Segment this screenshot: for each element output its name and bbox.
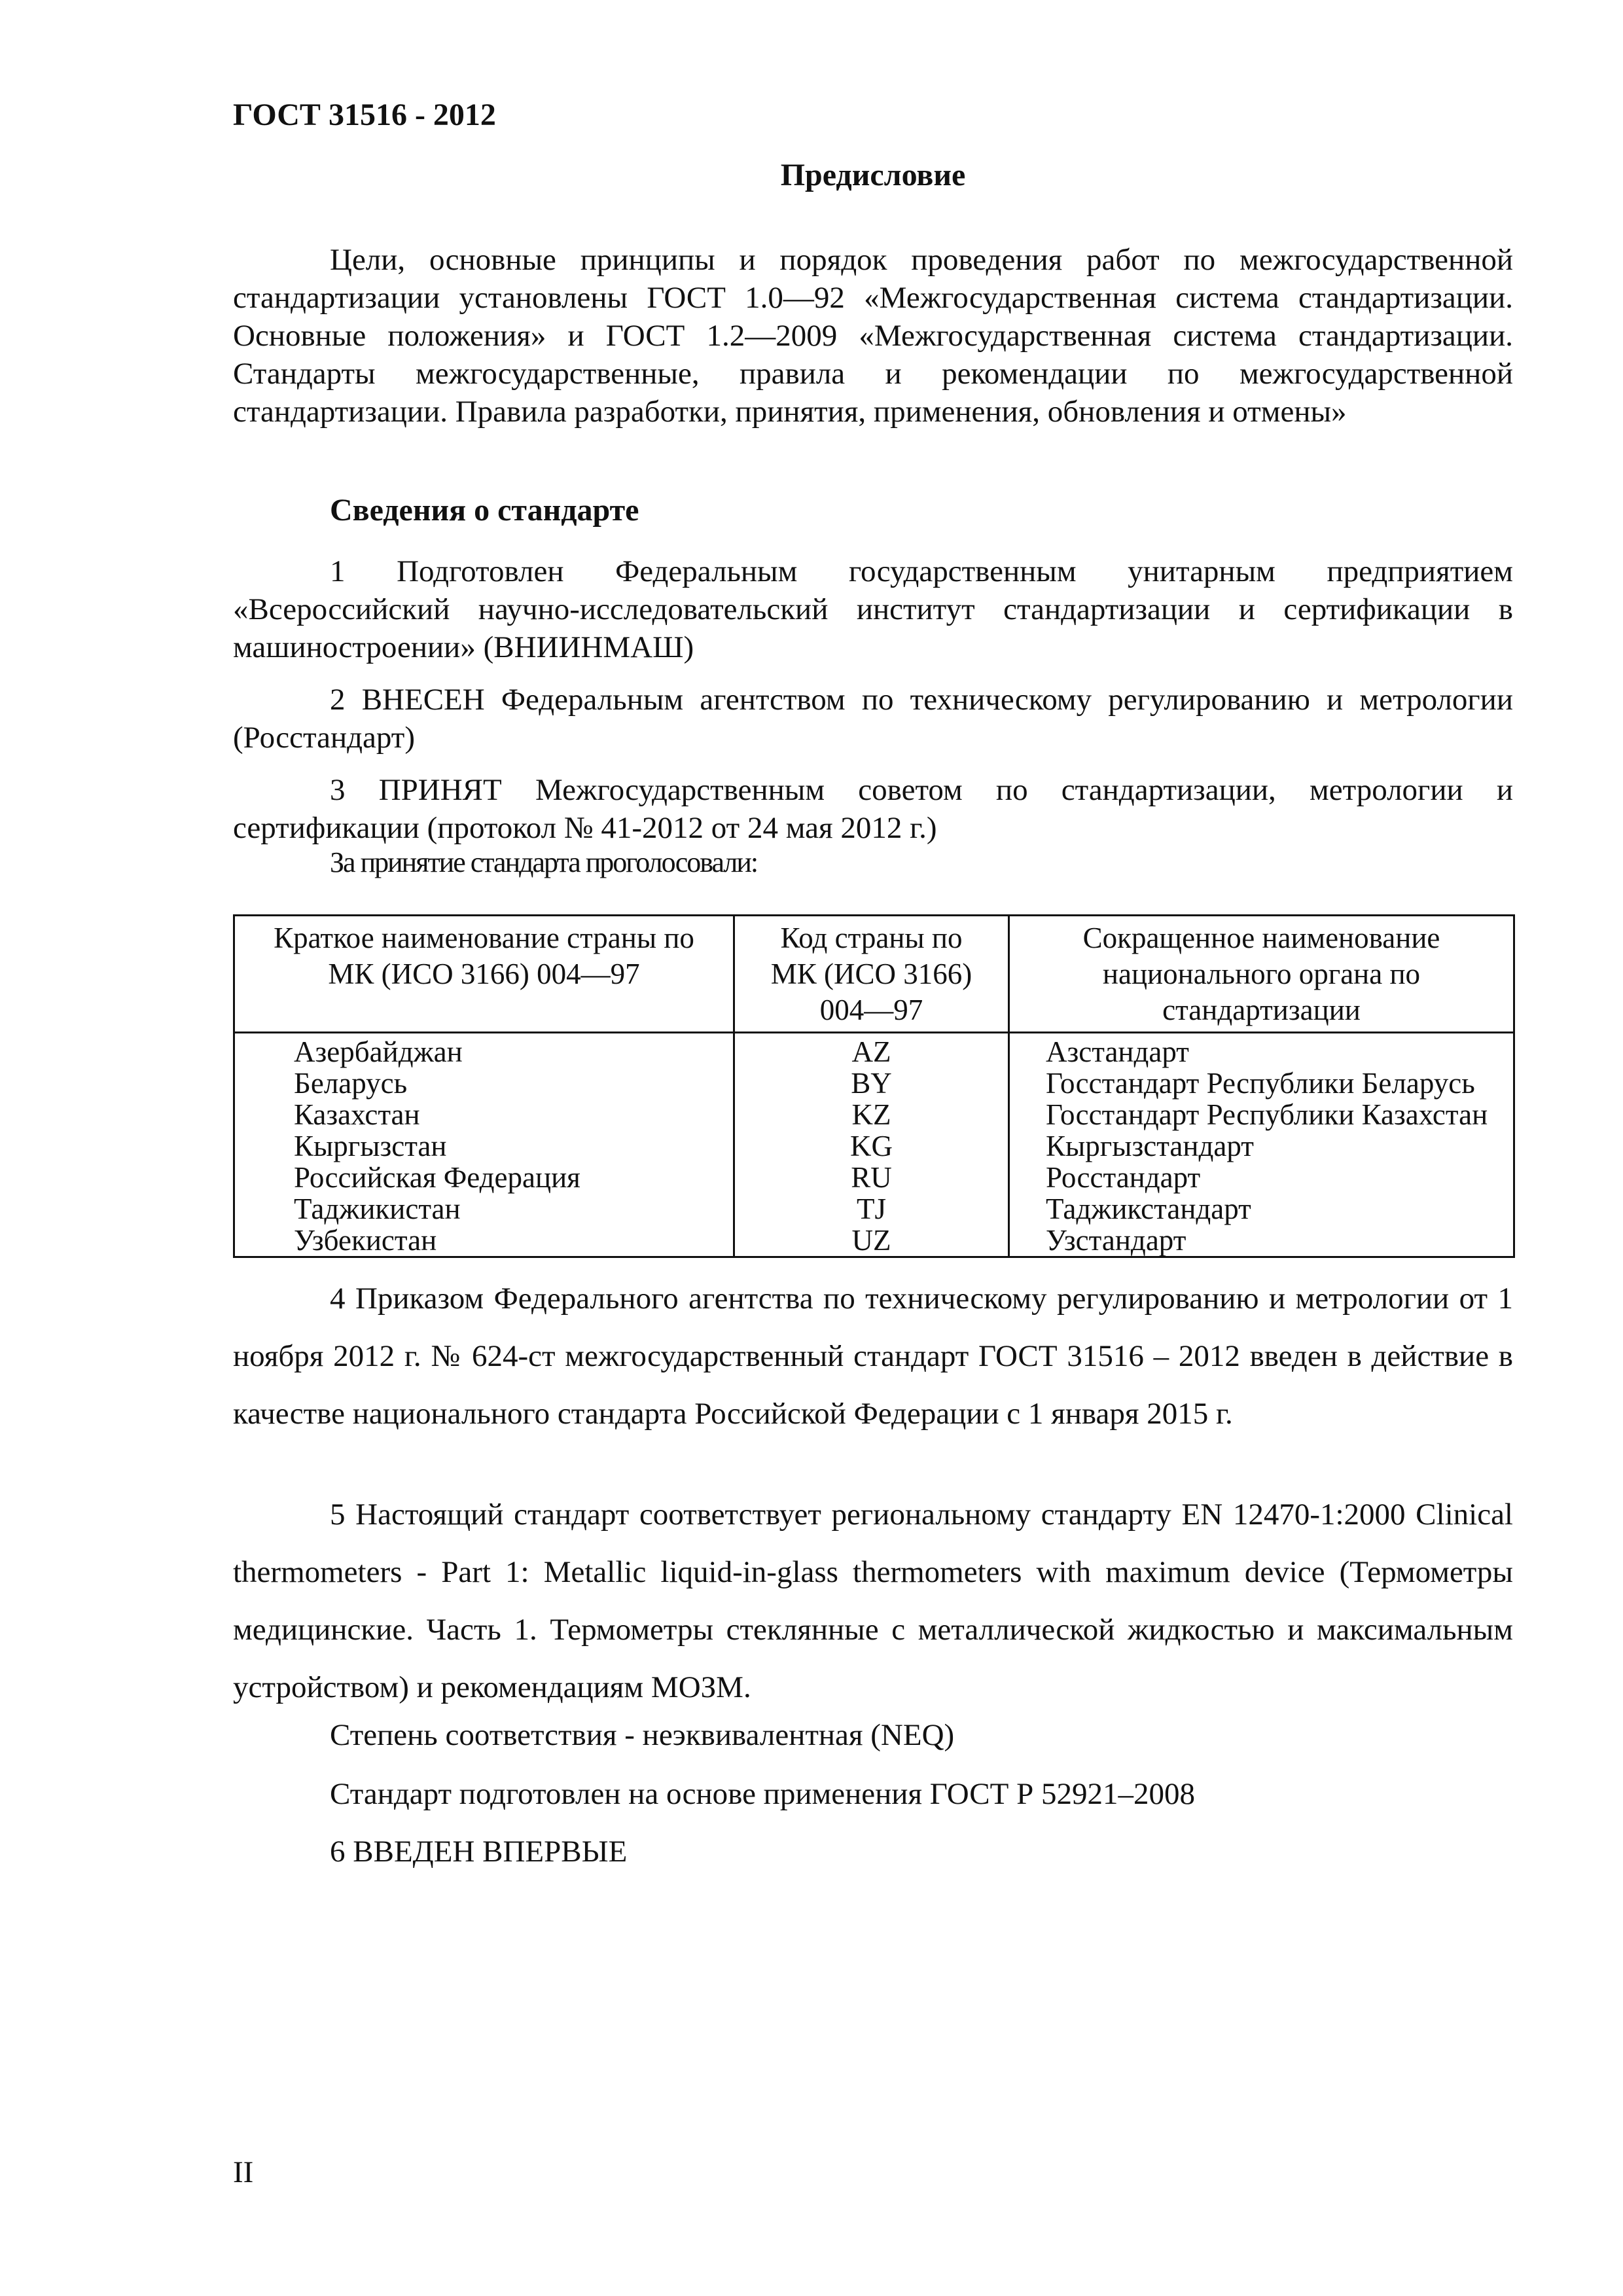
item-1: 1 Подготовлен Федеральным государственным унитарным предприятием «Всероссийский научно-исследовательский институт стандартизации и сертификации в машиностроении» (ВНИИНМАШ) [233, 554, 1513, 664]
country-name: Таджикистан [294, 1193, 461, 1225]
national-bodies [1009, 1033, 1514, 1257]
country-code: KZ [851, 1098, 891, 1131]
vote-caption: За принятие стандарта проголосовали: [330, 846, 758, 878]
country-name: Азербайджан [294, 1035, 463, 1068]
country-code: RU [851, 1161, 892, 1194]
country-name: Узбекистан [294, 1224, 437, 1257]
standard-basis: Стандарт подготовлен на основе применения ГОСТ Р 52921–2008 [330, 1777, 1195, 1811]
national-body: Госстандарт Республики Беларусь [1046, 1067, 1475, 1100]
national-body: Узстандарт [1046, 1224, 1186, 1257]
national-body: Кыргызстандарт [1046, 1130, 1254, 1162]
section-title: Сведения о стандарте [330, 493, 639, 528]
header-organization: Сокращенное наименование национального органа по стандартизации [1009, 916, 1514, 1033]
conformity-degree: Степень соответствия - неэквивалентная (NEQ) [330, 1718, 955, 1752]
country-code: BY [851, 1067, 892, 1100]
item-4: 4 Приказом Федерального агентства по техническому регулированию и метрологии от 1 ноября 2012 г. № 624-ст межгосударственный стандарт ГОСТ 31516 – 2012 введен в действие в качестве национального стандарта Российской Федерации с 1 января 2015 г. [233, 1282, 1513, 1431]
country-name: Беларусь [294, 1067, 408, 1100]
country-name: Кыргызстан [294, 1130, 447, 1162]
country-code: UZ [851, 1224, 891, 1257]
preface-paragraph: Цели, основные принципы и порядок проведения работ по межгосударственной стандартизации установлены ГОСТ 1.0—92 «Межгосударственная система стандартизации. Основные положения» и ГОСТ 1.2—2009 «Межгосударственная система стандартизации. Стандарты межгосударственные, правила и рекомендации по межгосударственной стандартизации. Правила разработки, принятия, применения, обновления и отмены» [233, 243, 1513, 429]
country-code: AZ [851, 1035, 891, 1068]
item-5: 5 Настоящий стандарт соответствует региональному стандарту EN 12470-1:2000 Clinical thermometers - Part 1: Metallic liquid-in-glass thermometers with maximum device (Термометры медицинские. Часть 1. Термометры стеклянные с металлической жидкостью и максимальным устройством) и рекомендациям МОЗМ. [233, 1498, 1513, 1704]
countries-table [233, 914, 1515, 1258]
document-id: ГОСТ 31516 - 2012 [233, 98, 496, 132]
country-name: Российская Федерация [294, 1161, 580, 1194]
table-header-row [234, 916, 1514, 1033]
country-code: TJ [857, 1193, 886, 1225]
national-body: Росстандарт [1046, 1161, 1201, 1194]
item-2: 2 ВНЕСЕН Федеральным агентством по техническому регулированию и метрологии (Росстандарт) [233, 683, 1513, 755]
country-name: Казахстан [294, 1098, 420, 1131]
national-body: Таджикстандарт [1046, 1193, 1251, 1225]
page-title: Предисловие [780, 158, 966, 192]
national-body: Госстандарт Республики Казахстан [1046, 1098, 1488, 1131]
page-number: II [233, 2155, 254, 2189]
header-country: Краткое наименование страны по МК (ИСО 3166) 004—97 [234, 916, 734, 1033]
country-names [234, 1033, 734, 1257]
country-codes [734, 1033, 1009, 1257]
item-3: 3 ПРИНЯТ Межгосударственным советом по стандартизации, метрологии и сертификации (протокол № 41-2012 от 24 мая 2012 г.) [233, 773, 1513, 845]
national-body: Азстандарт [1046, 1035, 1189, 1068]
country-code: KG [850, 1130, 893, 1162]
header-code: Код страны по МК (ИСО 3166) 004—97 [734, 916, 1009, 1033]
item-6: 6 ВВЕДЕН ВПЕРВЫЕ [330, 1835, 628, 1869]
table-row [234, 1033, 1514, 1257]
